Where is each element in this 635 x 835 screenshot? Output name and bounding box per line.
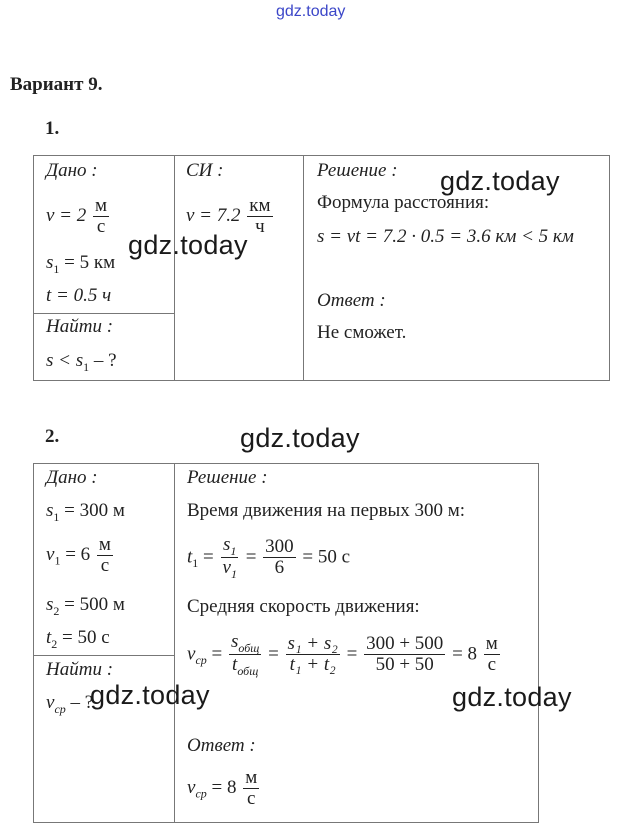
variant-title: Вариант 9. [10, 74, 103, 95]
task1-find-line: $s < s_1$ – ? [46, 350, 117, 374]
watermark-4: gdz.today [90, 680, 210, 710]
task2-answer: $v_{ср} = 8$ $\frac{м}{с}$ [187, 767, 258, 809]
task1-si-cell [175, 156, 304, 381]
task1-dano-label: Дано : [46, 160, 98, 181]
task2-s2-line: $s_2 = 500$ м [46, 594, 125, 618]
task2-avg-label: Средняя скорость движения: [187, 596, 420, 617]
task2-t1-formula: $t_1$ = $\frac{s_1}{v_1}$ = $\frac{300}{6}$ = 50 с [187, 534, 351, 582]
task1-reshenie-label: Решение : [317, 160, 398, 181]
task2-s1-line: $s_1 = 300$ м [46, 500, 125, 524]
header-watermark: gdz.today [276, 3, 346, 20]
task1-v-line: v = 2 $\frac{м}{с}$ [46, 195, 108, 237]
task1-naiti-label: Найти : [46, 316, 114, 337]
task2-t2-line: $t_2 = 50$ с [46, 627, 110, 651]
watermark-1: gdz.today [440, 166, 560, 196]
task2-reshenie-label: Решение : [187, 467, 268, 488]
task1-si-label: СИ : [186, 160, 224, 181]
task1-formula: s = vt = 7.2 · 0.5 = 3.6 км < 5 км [317, 226, 574, 247]
task2-find-line: $v_{ср}$ – ? [46, 692, 94, 716]
task2-v1-line: $v_1 = 6$ $\frac{м}{с}$ [46, 534, 111, 576]
task1-t-line: t = 0.5 ч [46, 285, 112, 306]
task2-dano-label: Дано : [46, 467, 98, 488]
task1-formula-label: Формула расстояния: [317, 192, 490, 213]
task1-answer: Не сможет. [317, 322, 407, 343]
task2-vcp-formula: $v_{ср}$ = $\frac{s_{общ}}{t_{общ}}$ = $\frac{\text{s₁ + s₂}}{\text{t₁ + t₂}}$ = $\frac{300 + 500}{50 + 50}$ = 8 $\frac{м}{с}$ [187, 631, 498, 679]
task2-naiti-label: Найти : [46, 659, 114, 680]
task1-si-value: v = 7.2 $\frac{км}{ч}$ [186, 195, 271, 237]
watermark-5: gdz.today [452, 682, 572, 712]
task1-otvet-label: Ответ : [317, 290, 386, 311]
task2-time-label: Время движения на первых 300 м: [187, 500, 466, 521]
task1-number: 1. [45, 118, 60, 139]
task1-s1-line: $s_1 = 5$ км [46, 252, 116, 276]
task2-otvet-label: Ответ : [187, 735, 256, 756]
task2-number: 2. [45, 426, 60, 447]
watermark-2: gdz.today [128, 230, 248, 260]
watermark-3: gdz.today [240, 423, 360, 453]
